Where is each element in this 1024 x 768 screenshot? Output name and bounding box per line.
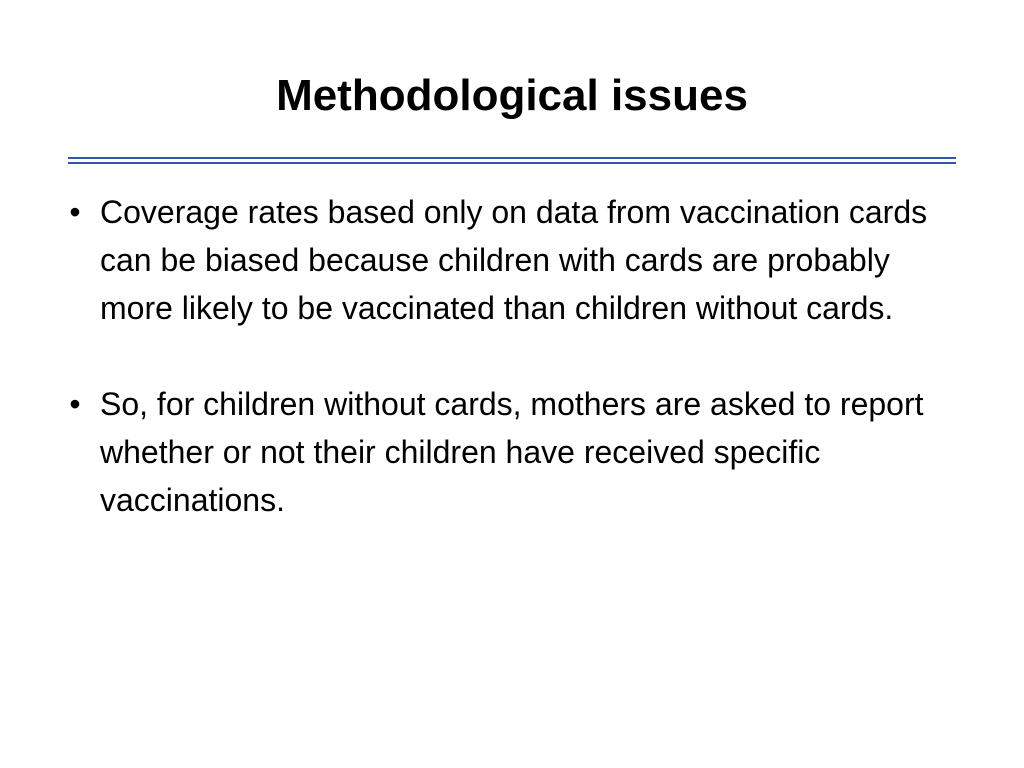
bullet-text: So, for children without cards, mothers are asked to report whether or not their children have received specific vaccinations. (100, 386, 924, 518)
bullet-text: Coverage rates based only on data from vaccination cards can be biased because children with cards are probably more likely to be vaccinated than children without cards. (100, 194, 928, 326)
slide-title: Methodological issues (276, 71, 748, 120)
title-divider (68, 157, 956, 165)
bullet-marker: • (69, 194, 81, 230)
title-divider-line-top (68, 157, 956, 159)
bullet-item (60, 380, 940, 524)
title-divider-line-bottom (68, 162, 956, 164)
bullet-item (60, 188, 940, 332)
bullet-marker: • (69, 386, 81, 422)
bullet-list (60, 188, 940, 524)
